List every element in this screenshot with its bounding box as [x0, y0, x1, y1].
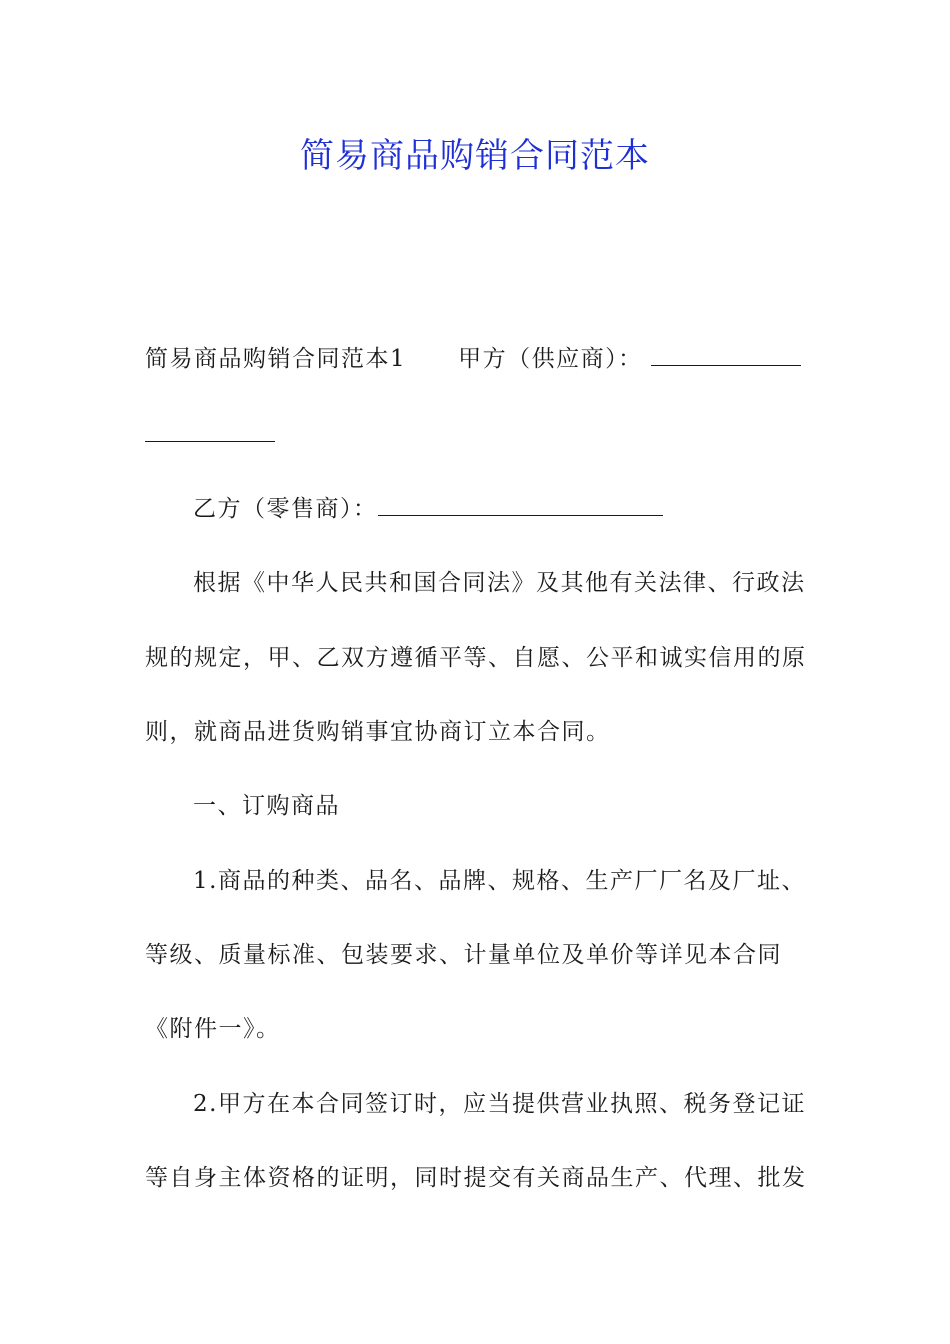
paragraph-line: 根据《中华人民共和国合同法》及其他有关法律、行政法: [193, 570, 806, 596]
clause-line: 《附件一》。: [145, 1016, 281, 1042]
party-a-blank: [651, 345, 801, 366]
party-b-blank: [378, 495, 663, 516]
clause-line: 1.商品的种类、品名、品牌、规格、生产厂厂名及厂址、: [193, 868, 806, 894]
clause-line: 2.甲方在本合同签订时，应当提供营业执照、税务登记证: [193, 1091, 806, 1117]
document-title: 简易商品购销合同范本: [300, 136, 650, 176]
clause-line: 等级、质量标准、包装要求、计量单位及单价等详见本合同: [145, 942, 782, 968]
clause-line: 等自身主体资格的证明，同时提交有关商品生产、代理、批发: [145, 1165, 807, 1191]
party-b-line: [193, 494, 810, 524]
party-a-line: [145, 344, 810, 374]
party-a-label: 甲方（供应商）：: [458, 346, 643, 372]
paragraph-line: 则，就商品进货购销事宜协商订立本合同。: [145, 719, 611, 745]
party-a-blank-2: [145, 421, 275, 442]
party-a-blank-continued: [145, 420, 810, 450]
paragraph-line: 规的规定，甲、乙双方遵循平等、自愿、公平和诚实信用的原: [145, 645, 807, 671]
party-b-label: 乙方（零售商）：: [193, 496, 378, 522]
contract-heading: 简易商品购销合同范本1: [145, 346, 407, 372]
section-heading: 一、订购商品: [193, 793, 340, 819]
